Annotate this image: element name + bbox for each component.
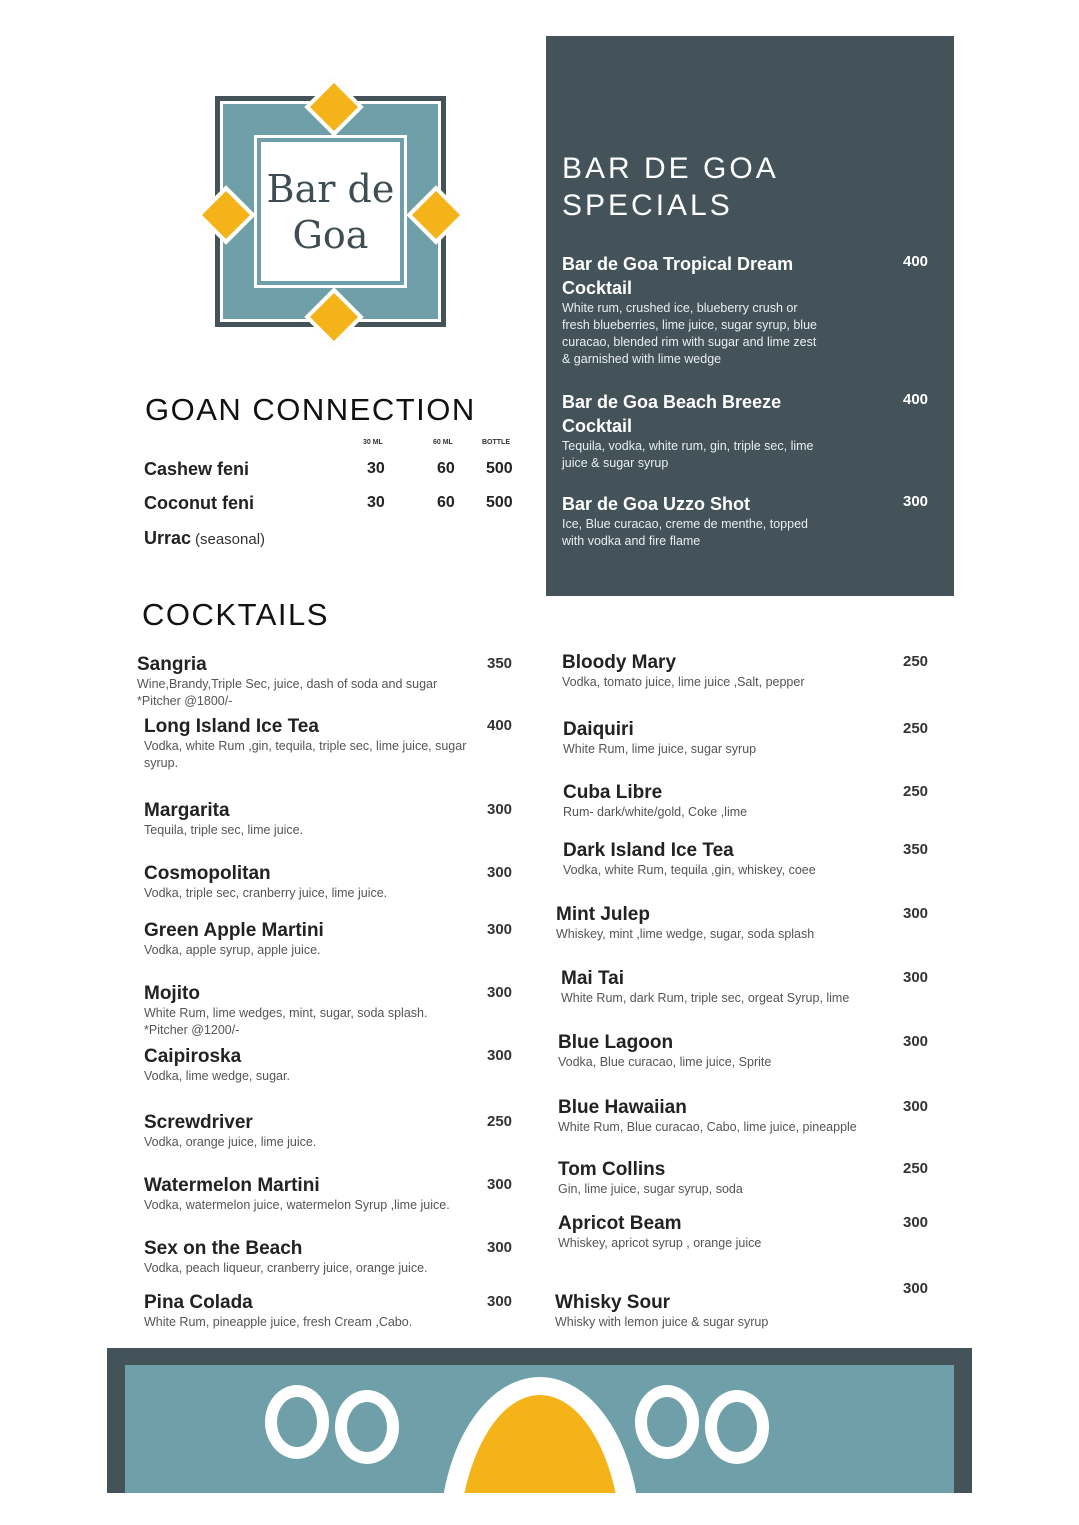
cocktail-name: Pina Colada xyxy=(144,1292,253,1313)
logo-ornament xyxy=(304,287,363,346)
goan-item-price: 30 xyxy=(367,460,385,477)
goan-item-name: Cashew feni xyxy=(144,459,250,479)
goan-item-price: 60 xyxy=(437,460,455,477)
specials-title xyxy=(562,150,779,224)
cocktail-name: Bloody Mary xyxy=(562,652,677,673)
cocktail-description: Vodka, tomato juice, lime juice ,Salt, pepper xyxy=(562,675,805,689)
cocktail-price: 300 xyxy=(903,1214,929,1231)
special-item-description: White rum, crushed ice, blueberry crush or fresh blueberries, lime juice, sugar syrup, blue curacao, blended rim with sugar and lime zest & garnished with lime wedge xyxy=(562,301,817,366)
cocktail-name: Daiquiri xyxy=(563,719,634,740)
cocktail-price: 300 xyxy=(487,801,513,818)
cocktail-item xyxy=(144,863,484,902)
cocktail-name: Apricot Beam xyxy=(558,1213,682,1234)
cocktail-description: Vodka, orange juice, lime juice. xyxy=(144,1135,317,1149)
cocktail-description: Vodka, apple syrup, apple juice. xyxy=(144,943,321,957)
cocktail-price: 250 xyxy=(903,783,929,800)
cocktail-description: White Rum, Blue curacao, Cabo, lime juice, pineapple xyxy=(558,1120,857,1134)
goan-connection-title: GOAN CONNECTION xyxy=(145,392,476,427)
cocktail-item xyxy=(144,800,484,839)
cocktail-name: Blue Lagoon xyxy=(558,1032,674,1053)
special-item-name: Bar de Goa Beach Breeze Cocktail xyxy=(562,392,782,436)
cocktail-description: Wine,Brandy,Triple Sec, juice, dash of soda and sugar xyxy=(137,677,438,691)
cocktail-description: White Rum, dark Rum, triple sec, orgeat Syrup, lime xyxy=(561,991,850,1005)
cocktail-name: Blue Hawaiian xyxy=(558,1097,687,1118)
goan-column-header: 60 ML xyxy=(433,439,453,446)
cocktail-description: Vodka, triple sec, cranberry juice, lime juice. xyxy=(144,886,388,900)
cocktail-description: Whiskey, apricot syrup , orange juice xyxy=(558,1236,762,1250)
cocktail-item xyxy=(144,983,484,1039)
cocktail-item xyxy=(561,968,901,1007)
cocktail-price: 250 xyxy=(903,1160,929,1177)
bar-de-goa-logo xyxy=(215,96,446,327)
cocktail-name: Dark Island Ice Tea xyxy=(563,840,734,861)
cocktail-name: Sex on the Beach xyxy=(144,1238,303,1259)
cocktail-price: 300 xyxy=(487,864,513,881)
cocktail-name: Cosmopolitan xyxy=(144,863,271,884)
cocktail-price: 300 xyxy=(903,969,929,986)
cocktail-item xyxy=(144,1112,484,1151)
cocktail-price: 250 xyxy=(903,653,929,670)
cocktail-description: Vodka, white Rum ,gin, tequila, triple sec, lime juice, sugar syrup. xyxy=(144,739,467,770)
cocktail-description: Whisky with lemon juice & sugar syrup xyxy=(555,1315,769,1329)
cocktail-name: Sangria xyxy=(137,654,207,675)
cocktail-price: 300 xyxy=(487,1176,513,1193)
special-item-price: 400 xyxy=(903,391,929,408)
logo-ornament xyxy=(196,185,255,244)
cocktail-name: Whisky Sour xyxy=(555,1292,671,1313)
cocktail-price: 300 xyxy=(903,905,929,922)
goan-column-header: BOTTLE xyxy=(482,439,510,446)
goan-item-price: 500 xyxy=(486,460,513,477)
goan-item-price: 60 xyxy=(437,494,455,511)
cocktail-item xyxy=(558,1213,898,1252)
goan-item-price: 500 xyxy=(486,494,513,511)
cocktail-name: Caipiroska xyxy=(144,1046,242,1067)
cocktail-item xyxy=(555,1292,895,1331)
cocktail-description: Vodka, Blue curacao, lime juice, Sprite xyxy=(558,1055,772,1069)
specials-title-line1: BAR DE GOA xyxy=(562,152,779,185)
cocktail-price: 300 xyxy=(487,984,513,1001)
cocktail-item xyxy=(558,1032,898,1071)
cocktail-name: Mojito xyxy=(144,983,200,1004)
cocktail-description: White Rum, lime juice, sugar syrup xyxy=(563,742,757,756)
cocktail-price: 300 xyxy=(487,1047,513,1064)
special-item xyxy=(562,252,942,368)
cocktail-name: Green Apple Martini xyxy=(144,920,324,941)
special-item xyxy=(562,390,942,472)
cocktail-item xyxy=(563,840,903,879)
cocktail-price: 300 xyxy=(903,1033,929,1050)
cocktail-description: Vodka, peach liqueur, cranberry juice, orange juice. xyxy=(144,1261,428,1275)
goan-item-note: (seasonal) xyxy=(195,531,266,548)
cocktail-price: 350 xyxy=(903,841,929,858)
logo-text-line1: Bar de xyxy=(266,166,395,211)
goan-item-name: Urrac xyxy=(144,528,192,548)
special-item xyxy=(562,492,942,550)
cocktail-item xyxy=(144,1238,484,1277)
cocktail-item xyxy=(558,1159,898,1198)
special-item-description: Ice, Blue curacao, creme de menthe, topped with vodka and fire flame xyxy=(562,517,808,548)
cocktail-name: Mint Julep xyxy=(556,904,650,925)
cocktail-item xyxy=(144,716,484,772)
cocktail-price: 300 xyxy=(487,1239,513,1256)
cocktail-item xyxy=(558,1097,898,1136)
cocktail-description: Rum- dark/white/gold, Coke ,lime xyxy=(563,805,748,819)
special-item-name: Bar de Goa Tropical Dream Cocktail xyxy=(562,254,794,298)
specials-panel xyxy=(546,36,954,596)
cocktail-price: 250 xyxy=(903,720,929,737)
logo-ornament xyxy=(406,185,465,244)
cocktail-price: 300 xyxy=(487,1293,513,1310)
cocktail-price: 400 xyxy=(487,717,513,734)
cocktail-pitcher-note: *Pitcher @1800/- xyxy=(137,694,233,708)
cocktail-name: Screwdriver xyxy=(144,1112,253,1133)
cocktail-description: Vodka, white Rum, tequila ,gin, whiskey, coee xyxy=(563,863,816,877)
cocktail-name: Cuba Libre xyxy=(563,782,663,803)
cocktail-price: 300 xyxy=(903,1280,929,1297)
special-item-price: 300 xyxy=(903,493,929,510)
specials-title-line2: SPECIALS xyxy=(562,189,733,222)
cocktail-description: Vodka, lime wedge, sugar. xyxy=(144,1069,290,1083)
special-item-description: Tequila, vodka, white rum, gin, triple sec, lime juice & sugar syrup xyxy=(562,439,814,470)
goan-item-name: Coconut feni xyxy=(144,493,254,513)
cocktail-item xyxy=(562,652,902,691)
cocktail-name: Tom Collins xyxy=(558,1159,666,1180)
logo-text-line2: Goa xyxy=(292,212,369,257)
cocktail-item xyxy=(563,719,903,758)
special-item-price: 400 xyxy=(903,253,929,270)
cocktail-description: White Rum, pineapple juice, fresh Cream ,Cabo. xyxy=(144,1315,413,1329)
cocktail-description: Vodka, watermelon juice, watermelon Syrup ,lime juice. xyxy=(144,1198,450,1212)
goan-item-price: 30 xyxy=(367,494,385,511)
logo-ornament xyxy=(304,77,363,136)
cocktail-item xyxy=(137,654,477,710)
cocktail-description: White Rum, lime wedges, mint, sugar, soda splash. xyxy=(144,1006,428,1020)
goan-column-header: 30 ML xyxy=(363,439,383,446)
cocktail-price: 300 xyxy=(903,1098,929,1115)
special-item-name: Bar de Goa Uzzo Shot xyxy=(562,494,751,514)
cocktail-item xyxy=(144,1292,484,1331)
cocktail-price: 300 xyxy=(487,921,513,938)
cocktail-item xyxy=(144,1046,484,1085)
cocktail-pitcher-note: *Pitcher @1200/- xyxy=(144,1023,240,1037)
cocktail-name: Long Island Ice Tea xyxy=(144,716,319,737)
cocktail-item xyxy=(144,920,484,959)
cocktail-price: 350 xyxy=(487,655,513,672)
cocktail-description: Gin, lime juice, sugar syrup, soda xyxy=(558,1182,743,1196)
cocktails-title: COCKTAILS xyxy=(142,597,329,632)
cocktail-item xyxy=(563,782,903,821)
cocktail-item xyxy=(556,904,896,943)
cocktail-name: Mai Tai xyxy=(561,968,624,989)
cocktail-name: Margarita xyxy=(144,800,230,821)
cocktail-description: Whiskey, mint ,lime wedge, sugar, soda splash xyxy=(556,927,815,941)
decorative-tile-banner xyxy=(107,1348,972,1493)
cocktail-name: Watermelon Martini xyxy=(144,1175,320,1196)
cocktail-item xyxy=(144,1175,484,1214)
cocktail-price: 250 xyxy=(487,1113,513,1130)
cocktail-description: Tequila, triple sec, lime juice. xyxy=(144,823,304,837)
